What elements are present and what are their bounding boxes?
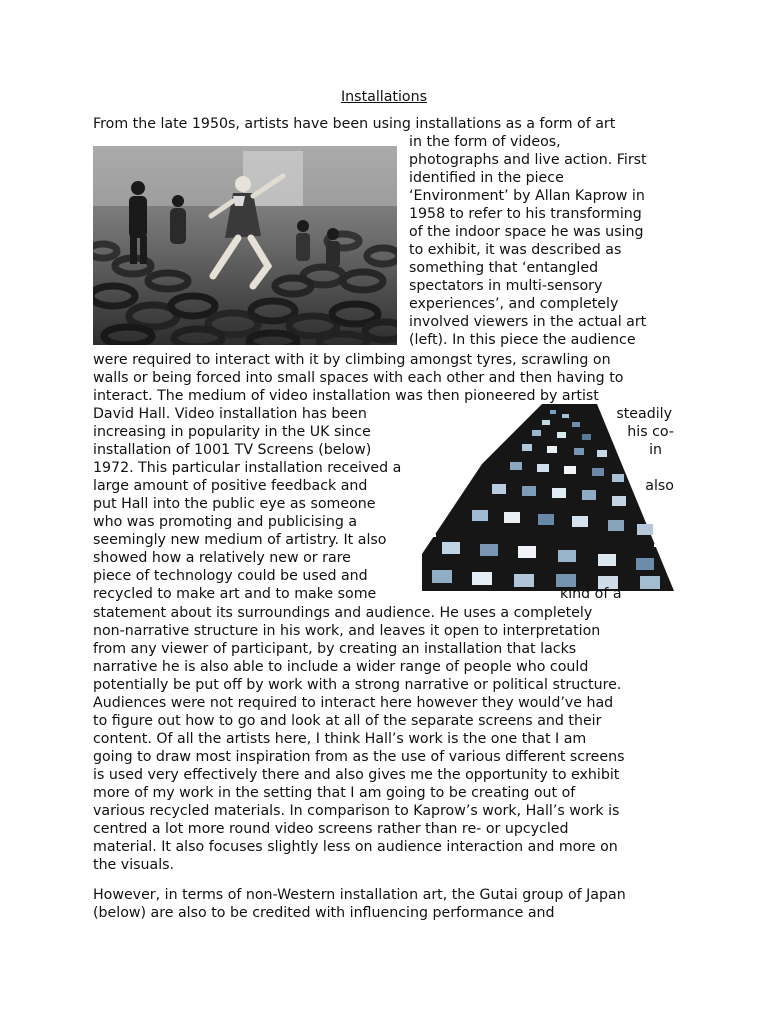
text-line: narrative he is also able to include a wider range of people who could [93, 659, 589, 675]
text-line: going to draw most inspiration from as the use of various different screens [93, 749, 625, 765]
text-line: photographs and live action. First [409, 152, 647, 168]
text-line: steadily [616, 406, 672, 422]
text-line: involved viewers in the actual art [409, 314, 647, 330]
text-line: his co- [627, 424, 674, 440]
text-line: experiences’, and completely [409, 296, 619, 312]
tyres-photo-image [93, 146, 397, 345]
text-line: From the late 1950s, artists have been using installations as a form of art [93, 116, 616, 132]
text-line: showed how a relatively new or rare [93, 550, 351, 566]
text-line: (below) are also to be credited with influencing performance and [93, 905, 555, 921]
text-line: in the form of videos, [409, 134, 561, 150]
text-line: material. It also focuses slightly less on audience interaction and more on [93, 839, 618, 855]
text-line: 1972. This particular installation received a [93, 460, 402, 476]
text-line: more of my work in the setting that I am going to be creating out of [93, 785, 576, 801]
text-line: centred a lot more round video screens rather than re- or upcycled [93, 821, 569, 837]
tyres-installation-photo [93, 146, 397, 345]
page-title: Installations [341, 89, 427, 105]
text-line: content. Of all the artists here, I think Hall’s work is the one that I am [93, 731, 587, 747]
text-line: identified in the piece [409, 170, 564, 186]
text-line: Audiences were not required to interact here however they would’ve had [93, 695, 614, 711]
text-line: recycled to make art and to make some [93, 586, 377, 602]
text-line: non-narrative structure in his work, and leaves it open to interpretation [93, 623, 601, 639]
text-line: interact. The medium of video installation was then pioneered by artist [93, 388, 599, 404]
text-line: increasing in popularity in the UK since [93, 424, 371, 440]
text-line: of the indoor space he was using [409, 224, 644, 240]
text-line: 1958 to refer to his transforming [409, 206, 642, 222]
text-line: kind of a [560, 586, 622, 602]
text-line: something that ‘entangled [409, 260, 599, 276]
text-line: potentially be put off by work with a strong narrative or political structure. [93, 677, 622, 693]
text-line: large amount of positive feedback and [93, 478, 368, 494]
text-line: were required to interact with it by climbing amongst tyres, scrawling on [93, 352, 611, 368]
text-line: put Hall into the public eye as someone [93, 496, 376, 512]
text-line: However, in terms of non-Western installation art, the Gutai group of Japan [93, 887, 626, 903]
text-line: spectators in multi-sensory [409, 278, 603, 294]
text-line: from any viewer of participant, by creating an installation that lacks [93, 641, 577, 657]
text-line: ‘Environment’ by Allan Kaprow in [409, 188, 645, 204]
text-line: in [649, 442, 662, 458]
text-line: who was promoting and publicising a [93, 514, 358, 530]
text-line: David Hall. Video installation has been [93, 406, 367, 422]
text-line: the visuals. [93, 857, 175, 873]
text-line: walls or being forced into small spaces with each other and then having to [93, 370, 624, 386]
text-line: piece of technology could be used and [93, 568, 368, 584]
text-line: is used very effectively there and also gives me the opportunity to exhibit [93, 767, 620, 783]
text-line: seemingly new medium of artistry. It also [93, 532, 387, 548]
text-line: installation of 1001 TV Screens (below) [93, 442, 372, 458]
text-line: to exhibit, it was described as [409, 242, 622, 258]
text-line: various recycled materials. In comparison to Kaprow’s work, Hall’s work is [93, 803, 620, 819]
text-line: (left). In this piece the audience [409, 332, 636, 348]
text-line: statement about its surroundings and audience. He uses a completely [93, 605, 593, 621]
text-line: also [645, 478, 674, 494]
text-line: to figure out how to go and look at all of the separate screens and their [93, 713, 602, 729]
